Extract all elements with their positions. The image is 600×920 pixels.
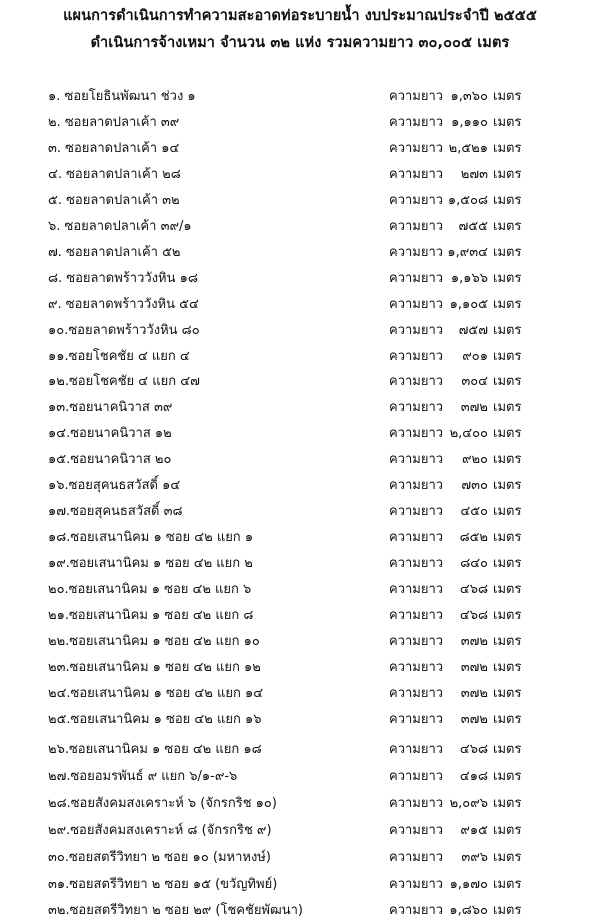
length-value: ๓๐๔ [461, 374, 488, 390]
list-item [0, 291, 600, 313]
road-name: ๔. ซอยลาดปลาเค้า ๒๘ [48, 166, 181, 182]
road-name: ๒๗.ซอยอมรพันธ์ ๙ แยก ๖/๑-๙-๖ [48, 768, 238, 784]
list-item [0, 817, 600, 839]
list-item [0, 446, 600, 468]
length-value: ๑,๑๖๖ [450, 270, 488, 286]
length-label: ความยาว [389, 556, 444, 572]
length-unit: เมตร [493, 114, 522, 130]
length-unit: เมตร [493, 400, 522, 416]
list-item [0, 524, 600, 546]
road-name: ๑๙.ซอยเสนานิคม ๑ ซอย ๔๒ แยก ๒ [48, 556, 253, 572]
list-item [0, 317, 600, 339]
road-name: ๓. ซอยลาดปลาเค้า ๑๔ [48, 140, 180, 156]
length-label: ความยาว [389, 822, 444, 838]
length-label: ความยาว [389, 478, 444, 494]
road-name: ๒. ซอยลาดปลาเค้า ๓๙ [48, 114, 180, 130]
length-unit: เมตร [493, 270, 522, 286]
list-item [0, 706, 600, 728]
length-label: ความยาว [389, 452, 444, 468]
length-value: ๑,๑๐๕ [449, 296, 488, 312]
length-value: ๑,๕๐๘ [447, 192, 488, 208]
road-name: ๒๐.ซอยเสนานิคม ๑ ซอย ๔๒ แยก ๖ [48, 582, 252, 598]
length-unit: เมตร [493, 452, 522, 468]
road-name: ๑๖.ซอยสุคนธสวัสดิ์ ๑๔ [48, 478, 181, 494]
road-name: ๑๕.ซอยนาคนิวาส ๒๐ [48, 452, 172, 468]
length-value: ๒,๐๙๖ [449, 795, 488, 811]
road-name: ๒๖.ซอยเสนานิคม ๑ ซอย ๔๒ แยก ๑๘ [48, 741, 262, 757]
length-value: ๓๗๒ [460, 633, 488, 649]
length-value: ๘๕๒ [459, 530, 488, 546]
length-label: ความยาว [389, 322, 444, 338]
length-unit: เมตร [493, 903, 522, 919]
road-name: ๑๐.ซอยลาดพร้าววังหิน ๘๐ [48, 322, 200, 338]
list-item [0, 736, 600, 758]
road-name: ๑๘.ซอยเสนานิคม ๑ ซอย ๔๒ แยก ๑ [48, 530, 254, 546]
list-item [0, 628, 600, 650]
list-item [0, 83, 600, 105]
list-item [0, 680, 600, 702]
length-unit: เมตร [493, 426, 522, 442]
length-label: ความยาว [389, 849, 444, 865]
length-unit: เมตร [493, 876, 522, 892]
length-unit: เมตร [493, 633, 522, 649]
length-label: ความยาว [389, 582, 444, 598]
length-unit: เมตร [493, 192, 522, 208]
length-label: ความยาว [389, 768, 444, 784]
road-name: ๗. ซอยลาดปลาเค้า ๕๒ [48, 244, 181, 260]
length-label: ความยาว [389, 270, 444, 286]
road-name: ๑๓.ซอยนาคนิวาส ๓๙ [48, 400, 173, 416]
length-unit: เมตร [493, 348, 522, 364]
list-item [0, 472, 600, 494]
road-name: ๑๗.ซอยสุคนธสวัสดิ์ ๓๘ [48, 504, 183, 520]
length-value: ๔๕๐ [460, 504, 488, 520]
length-value: ๙๒๐ [461, 452, 488, 468]
road-name: ๓๐.ซอยสตรีวิทยา ๒ ซอย ๑๐ (มหาหงษ์) [48, 849, 271, 865]
list-item [0, 602, 600, 624]
list-item [0, 161, 600, 183]
list-item [0, 239, 600, 261]
list-item [0, 109, 600, 131]
length-label: ความยาว [389, 192, 444, 208]
length-value: ๔๖๘ [459, 582, 488, 598]
road-name: ๑๒.ซอยโชคชัย ๔ แยก ๔๗ [48, 374, 200, 390]
road-name: ๙. ซอยลาดพร้าววังหิน ๕๔ [48, 296, 199, 312]
list-item [0, 135, 600, 157]
document-title-line-2: ดำเนินการจ้างเหมา จำนวน ๓๒ แห่ง รวมความยาว ๓๐,๐๐๕ เมตร [90, 35, 510, 51]
length-unit: เมตร [493, 296, 522, 312]
length-value: ๗๕๗ [458, 322, 488, 338]
road-name: ๕. ซอยลาดปลาเค้า ๓๒ [48, 192, 180, 208]
length-unit: เมตร [493, 741, 522, 757]
length-unit: เมตร [493, 711, 522, 727]
length-unit: เมตร [493, 795, 522, 811]
length-value: ๗๓๐ [461, 478, 488, 494]
length-label: ความยาว [389, 795, 444, 811]
list-item [0, 213, 600, 235]
list-item [0, 420, 600, 442]
length-value: ๓๗๒ [460, 685, 488, 701]
length-value: ๗๕๕ [458, 218, 488, 234]
list-item [0, 897, 600, 919]
length-unit: เมตร [493, 89, 522, 104]
length-unit: เมตร [493, 685, 522, 701]
length-label: ความยาว [389, 426, 444, 442]
list-item [0, 844, 600, 866]
length-value: ๓๗๒ [460, 711, 488, 727]
list-item [0, 763, 600, 785]
length-value: ๑,๑๗๐ [449, 876, 488, 892]
road-name: ๒๑.ซอยเสนานิคม ๑ ซอย ๔๒ แยก ๘ [48, 608, 254, 623]
list-item [0, 394, 600, 416]
length-label: ความยาว [389, 504, 444, 520]
length-label: ความยาว [389, 114, 444, 130]
list-item [0, 265, 600, 287]
length-label: ความยาว [389, 530, 444, 546]
length-unit: เมตร [493, 768, 522, 784]
road-name: ๒๘.ซอยสังคมสงเคราะห์ ๖ (จักรกริช ๑๐) [48, 795, 277, 811]
length-value: ๓๗๒ [460, 400, 488, 416]
road-name: ๒๓.ซอยเสนานิคม ๑ ซอย ๔๒ แยก ๑๒ [48, 659, 261, 675]
length-unit: เมตร [493, 504, 522, 520]
length-label: ความยาว [389, 711, 444, 727]
road-name: ๑. ซอยโยธินพัฒนา ช่วง ๑ [48, 89, 196, 104]
length-label: ความยาว [389, 608, 444, 623]
length-unit: เมตร [493, 822, 522, 838]
road-name: ๒๒.ซอยเสนานิคม ๑ ซอย ๔๒ แยก ๑๐ [48, 633, 260, 649]
road-name: ๑๑.ซอยโชคชัย ๔ แยก ๔ [48, 348, 190, 364]
length-label: ความยาว [389, 374, 444, 390]
length-value: ๑,๘๖๐ [449, 903, 488, 919]
length-label: ความยาว [389, 140, 444, 156]
list-item [0, 654, 600, 676]
length-unit: เมตร [493, 530, 522, 546]
length-value: ๔๖๘ [459, 608, 488, 623]
length-value: ๔๑๘ [459, 768, 488, 784]
length-value: ๒,๕๒๑ [448, 140, 488, 156]
length-unit: เมตร [493, 582, 522, 598]
list-item [0, 790, 600, 812]
length-value: ๑,๑๑๐ [451, 114, 488, 130]
length-label: ความยาว [389, 244, 444, 260]
length-value: ๒๗๓ [460, 166, 488, 182]
road-name: ๓๒.ซอยสตรีวิทยา ๒ ซอย ๒๙ (โชคชัยพัฒนา) [48, 903, 304, 919]
road-name: ๒๕.ซอยเสนานิคม ๑ ซอย ๔๒ แยก ๑๖ [48, 711, 262, 727]
road-name: ๒๔.ซอยเสนานิคม ๑ ซอย ๔๒ แยก ๑๔ [48, 685, 264, 701]
list-item [0, 498, 600, 520]
document-title-line-1: แผนการดำเนินการทำความสะอาดท่อระบายน้ำ งบประมาณประจำปี ๒๕๕๕ [63, 8, 537, 24]
length-unit: เมตร [493, 322, 522, 338]
length-label: ความยาว [389, 89, 444, 104]
length-unit: เมตร [493, 849, 522, 865]
length-label: ความยาว [389, 296, 444, 312]
length-value: ๔๖๘ [459, 741, 488, 757]
length-unit: เมตร [493, 166, 522, 182]
length-label: ความยาว [389, 659, 444, 675]
length-unit: เมตร [493, 218, 522, 234]
length-unit: เมตร [493, 478, 522, 494]
length-value: ๑,๓๖๐ [450, 89, 488, 104]
length-label: ความยาว [389, 903, 444, 919]
road-name: ๓๑.ซอยสตรีวิทยา ๒ ซอย ๑๕ (ขวัญทิพย์) [48, 876, 278, 892]
road-name: ๒๙.ซอยสังคมสงเคราะห์ ๘ (จักรกริช ๙) [48, 822, 272, 838]
length-label: ความยาว [389, 685, 444, 701]
length-value: ๙๐๑ [462, 348, 488, 364]
list-item [0, 576, 600, 598]
length-value: ๙๑๕ [460, 822, 488, 838]
list-item [0, 368, 600, 390]
length-value: ๘๔๐ [460, 556, 488, 572]
length-unit: เมตร [493, 244, 522, 260]
length-unit: เมตร [493, 608, 522, 623]
length-value: ๓๙๖ [461, 849, 488, 865]
length-label: ความยาว [389, 218, 444, 234]
length-unit: เมตร [493, 374, 522, 390]
list-item [0, 550, 600, 572]
length-value: ๑,๙๓๔ [447, 244, 488, 260]
length-label: ความยาว [389, 633, 444, 649]
length-unit: เมตร [493, 659, 522, 675]
road-name: ๘. ซอยลาดพร้าววังหิน ๑๘ [48, 270, 198, 286]
list-item [0, 187, 600, 209]
length-label: ความยาว [389, 741, 444, 757]
list-item [0, 343, 600, 365]
length-label: ความยาว [389, 166, 444, 182]
list-item [0, 871, 600, 893]
length-unit: เมตร [493, 140, 522, 156]
length-value: ๒,๔๐๐ [449, 426, 488, 442]
road-name: ๖. ซอยลาดปลาเค้า ๓๙/๑ [48, 218, 192, 234]
length-value: ๓๗๒ [460, 659, 488, 675]
length-label: ความยาว [389, 348, 444, 364]
length-label: ความยาว [389, 400, 444, 416]
road-name: ๑๔.ซอยนาคนิวาส ๑๒ [48, 426, 172, 442]
length-unit: เมตร [493, 556, 522, 572]
length-label: ความยาว [389, 876, 444, 892]
